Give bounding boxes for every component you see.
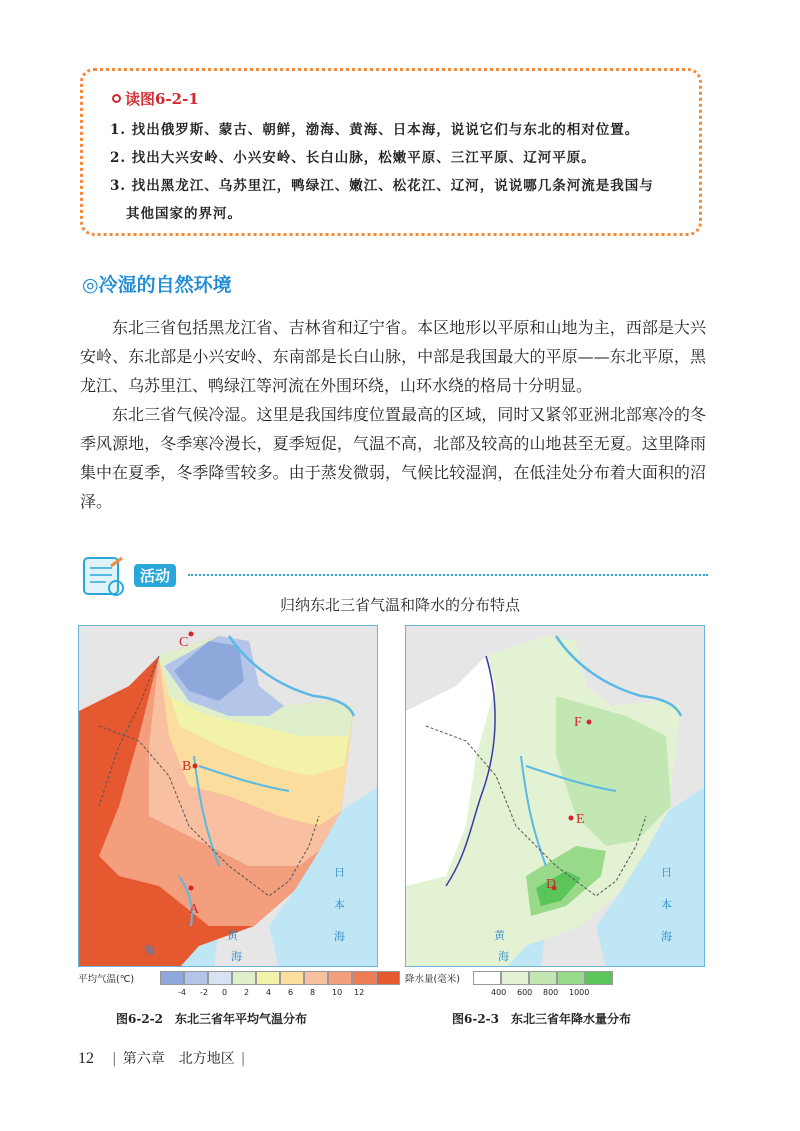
page-number: 12 [78, 1050, 94, 1067]
legend-swatch [501, 971, 529, 985]
section-title: ◎冷湿的自然环境 [82, 274, 232, 296]
legend-swatch [352, 971, 376, 985]
sea-yellow-label-2: 海 [231, 950, 242, 963]
paragraph-2: 东北三省气候冷湿。这里是我国纬度位置最高的区域，同时又紧邻亚洲北部寒冷的冬季风源地，冬季寒冷漫长，夏季短促，气温不高，北部及较高的山地甚至无夏。这里降雨集中在夏季，冬季降雪较多。由于蒸发微弱，气候比较湿润，在低洼处分布着大面积的沼泽。 [80, 405, 706, 511]
point-a-label: A [189, 902, 200, 917]
reading-item-3-continued: 其他国家的界河。 [126, 206, 242, 222]
point-b-label: B [182, 759, 192, 774]
reading-box-title [112, 88, 199, 109]
point-f-marker [587, 720, 592, 725]
sea-japan-label-1: 日 [334, 866, 345, 879]
legend-swatch [304, 971, 328, 985]
legend-tick-label: 2 [244, 988, 250, 997]
point-f-label: F [574, 715, 582, 730]
activity-label: 活动 [134, 564, 176, 587]
sea-yellow-label-1: 黄 [227, 929, 238, 942]
paragraph-1: 东北三省包括黑龙江省、吉林省和辽宁省。本区地形以平原和山地为主，西部是大兴安岭、东北部是小兴安岭、东南部是长白山脉，中部是我国最大的平原——东北平原，黑龙江、乌苏里江、鸭绿江等河流在外围环绕，山环水绕的格局十分明显。 [80, 318, 706, 395]
point-c-label: C [179, 635, 189, 650]
sea-japan-label-3: 海 [661, 930, 672, 943]
legend-swatch [256, 971, 280, 985]
point-e-label: E [576, 812, 585, 827]
legend-tick-label: 1000 [569, 988, 590, 997]
point-e-marker [569, 816, 574, 821]
legend-swatch [585, 971, 613, 985]
sea-yellow-label-1: 黄 [494, 929, 505, 942]
sea-japan-label-3: 海 [334, 930, 345, 943]
legend-tick-label: 6 [288, 988, 294, 997]
legend-swatch [160, 971, 184, 985]
legend-swatch [328, 971, 352, 985]
legend-tick-label: 400 [491, 988, 507, 997]
point-a-marker [189, 886, 194, 891]
reading-box-title-text: 读图6-2-1 [125, 90, 199, 108]
legend-swatch [184, 971, 208, 985]
legend-swatch [557, 971, 585, 985]
reading-item-2: 2. 找出大兴安岭、小兴安岭、长白山脉，松嫩平原、三江平原、辽河平原。 [110, 150, 596, 166]
legend-swatch [473, 971, 501, 985]
point-d-label: D [546, 877, 557, 892]
figure-caption-precipitation: 图6-2-3 东北三省年降水量分布 [452, 1012, 632, 1026]
activity-notebook-icon [78, 552, 128, 600]
circle-bullet-icon [112, 94, 121, 103]
legend-tick-label: 10 [332, 988, 343, 997]
activity-divider [188, 574, 708, 576]
sea-japan-label-2: 本 [661, 898, 672, 911]
activity-title: 归纳东北三省气温和降水的分布特点 [279, 596, 520, 614]
temperature-legend-bar [160, 971, 400, 983]
temperature-legend-label: 平均气温(℃) [78, 974, 135, 985]
temperature-map-graphic [79, 626, 378, 967]
legend-tick-label: -2 [200, 988, 208, 997]
legend-tick-label: 8 [310, 988, 316, 997]
legend-swatch [376, 971, 400, 985]
reading-item-1: 1. 找出俄罗斯、蒙古、朝鲜，渤海、黄海、日本海，说说它们与东北的相对位置。 [110, 122, 640, 138]
footer-separator-left: | [112, 1051, 117, 1067]
page-footer [78, 1048, 251, 1068]
legend-tick-label: -4 [178, 988, 186, 997]
legend-swatch [208, 971, 232, 985]
body-text [80, 313, 706, 516]
precipitation-map-graphic [406, 626, 705, 967]
sea-japan-label-2: 本 [334, 898, 345, 911]
legend-swatch [232, 971, 256, 985]
sea-bohai-label: 海 [144, 944, 155, 957]
reading-item-3: 3. 找出黑龙江、乌苏里江，鸭绿江、嫩江、松花江、辽河，说说哪几条河流是我国与 [110, 178, 654, 194]
point-b-marker [193, 764, 198, 769]
figure-caption-temperature: 图6-2-2 东北三省年平均气温分布 [116, 1012, 308, 1026]
legend-swatch [529, 971, 557, 985]
legend-tick-label: 600 [517, 988, 533, 997]
temperature-map [78, 625, 378, 967]
legend-tick-label: 12 [354, 988, 365, 997]
precipitation-legend-label: 降水量(毫米) [405, 974, 460, 985]
legend-tick-label: 800 [543, 988, 559, 997]
legend-tick-label: 0 [222, 988, 228, 997]
sea-yellow-label-2: 海 [498, 950, 509, 963]
legend-tick-label: 4 [266, 988, 272, 997]
footer-separator-right: | [240, 1051, 246, 1067]
point-c-marker [189, 632, 194, 637]
precipitation-legend-bar [473, 971, 613, 983]
sea-japan-label-1: 日 [661, 866, 672, 879]
legend-swatch [280, 971, 304, 985]
chapter-title: 第六章 北方地区 [122, 1051, 235, 1067]
precipitation-map [405, 625, 705, 967]
